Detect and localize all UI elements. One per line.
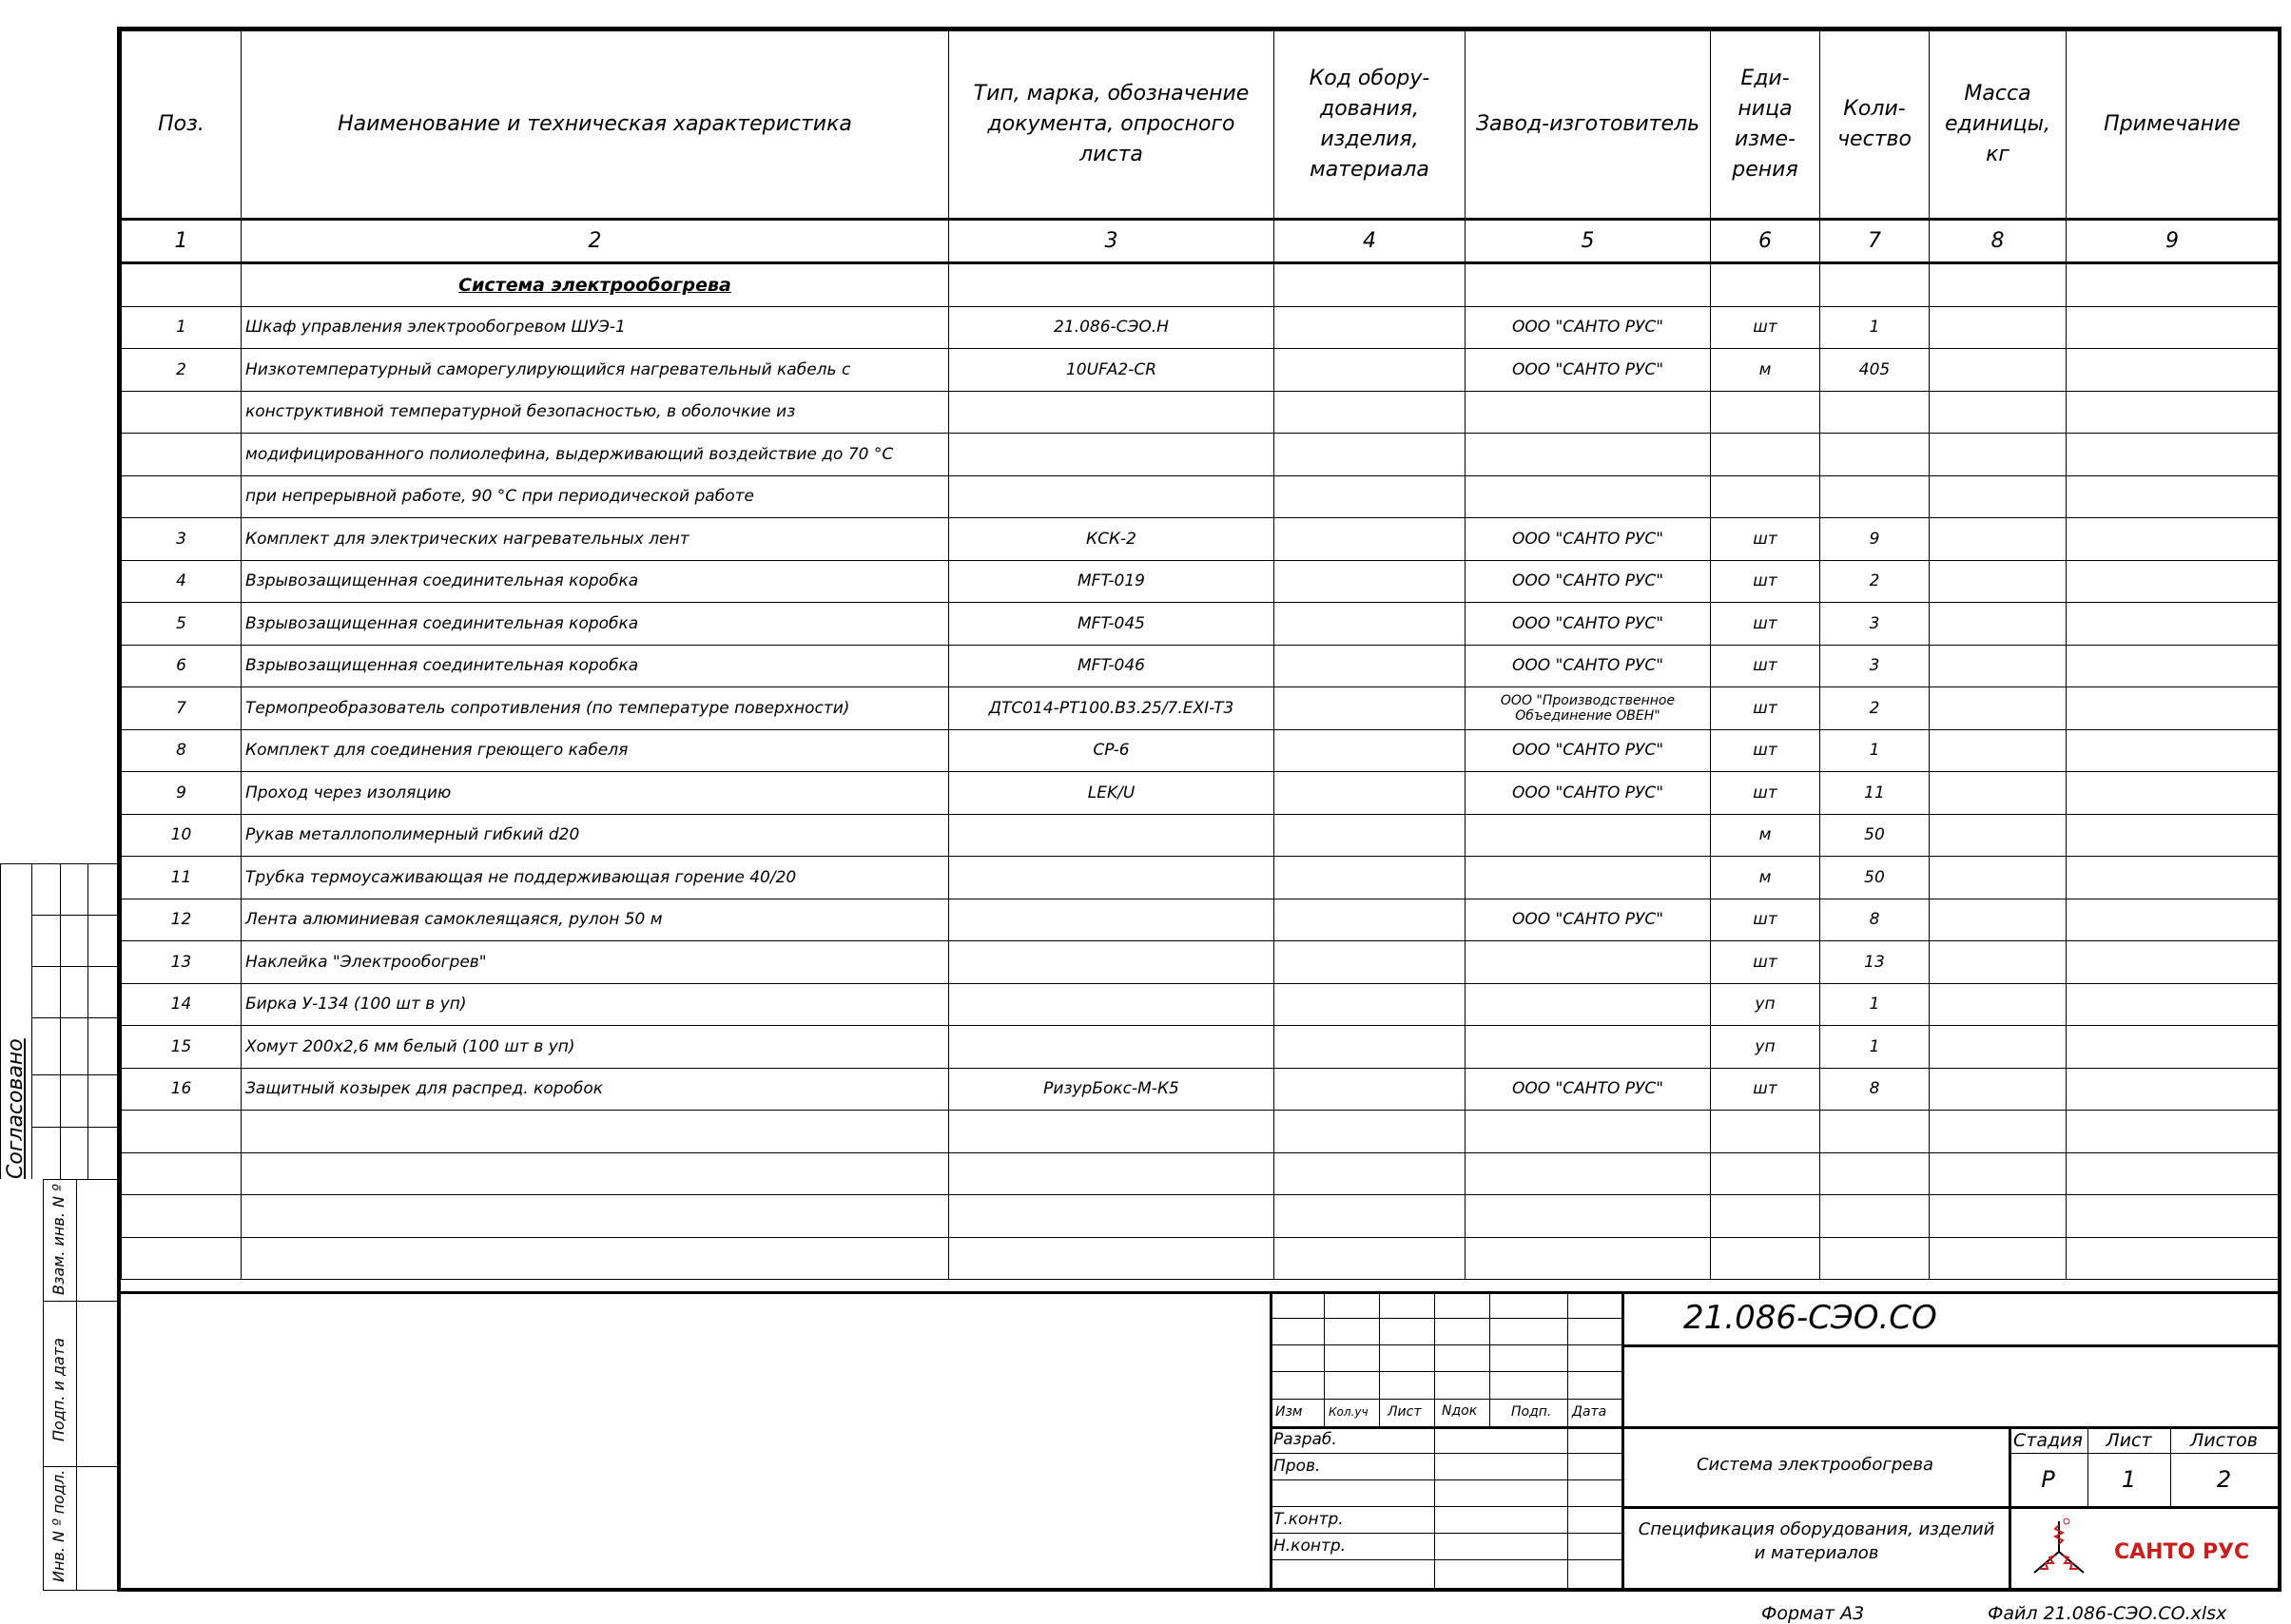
row-name: Комплект для электрических нагревательных лент — [242, 518, 949, 561]
row-maker — [1466, 983, 1711, 1026]
list-value: 1 — [2121, 1466, 2137, 1493]
row-pos — [122, 434, 242, 476]
table-row — [122, 1026, 2279, 1069]
row-pos: 10 — [122, 814, 242, 857]
col-number: 7 — [1820, 220, 1930, 263]
table-row — [122, 391, 2279, 434]
table-row — [122, 814, 2279, 857]
row-qty: 1 — [1820, 983, 1930, 1026]
row-maker — [1466, 1195, 1711, 1238]
row-name: при непрерывной работе, 90 °С при периодической работе — [242, 475, 949, 518]
table-row — [122, 560, 2279, 603]
row-code — [1274, 1152, 1466, 1195]
row-mass — [1930, 603, 2067, 646]
row-maker — [1466, 941, 1711, 984]
row-code — [1274, 899, 1466, 941]
table-row — [122, 603, 2279, 646]
table-row — [122, 857, 2279, 899]
row-qty — [1820, 434, 1930, 476]
row-type — [949, 899, 1274, 941]
row-unit: уп — [1711, 983, 1820, 1026]
row-unit: шт — [1711, 1068, 1820, 1111]
table-row — [122, 899, 2279, 941]
row-note — [2067, 306, 2279, 349]
row-unit: уп — [1711, 1026, 1820, 1069]
row-qty: 13 — [1820, 941, 1930, 984]
row-mass — [1930, 1111, 2067, 1153]
row-mass — [1930, 1152, 2067, 1195]
row-pos — [122, 475, 242, 518]
row-maker — [1466, 1237, 1711, 1280]
table-row — [122, 941, 2279, 984]
col-number: 3 — [949, 220, 1274, 263]
table-row — [122, 475, 2279, 518]
row-name: модифицированного полиолефина, выдерживающий воздействие до 70 °С — [242, 434, 949, 476]
row-type — [949, 983, 1274, 1026]
row-code — [1274, 475, 1466, 518]
role-razrab: Разраб. — [1273, 1430, 1337, 1449]
vzam-inv-label: Взам. инв. N º — [49, 1184, 68, 1295]
row-qty: 50 — [1820, 814, 1930, 857]
row-unit: шт — [1711, 518, 1820, 561]
row-note — [2067, 899, 2279, 941]
row-unit — [1711, 475, 1820, 518]
row-mass — [1930, 772, 2067, 815]
row-type: MFT-045 — [949, 603, 1274, 646]
podp-data-label: Подп. и дата — [49, 1338, 68, 1441]
row-unit — [1711, 1152, 1820, 1195]
row-note — [2067, 1026, 2279, 1069]
row-qty — [1820, 1195, 1930, 1238]
row-note — [2067, 518, 2279, 561]
row-type: MFT-046 — [949, 645, 1274, 687]
row-type: 10UFA2-CR — [949, 349, 1274, 392]
row-name: Лента алюминиевая самоклеящаяся, рулон 50 м — [242, 899, 949, 941]
row-name: Рукав металлополимерный гибкий d20 — [242, 814, 949, 857]
row-maker: ООО "САНТО РУС" — [1466, 603, 1711, 646]
row-name: Комплект для соединения греющего кабеля — [242, 729, 949, 772]
row-qty — [1820, 1152, 1930, 1195]
row-type — [949, 857, 1274, 899]
row-maker: ООО "САНТО РУС" — [1466, 729, 1711, 772]
row-name — [242, 1237, 949, 1280]
row-code — [1274, 814, 1466, 857]
row-pos: 11 — [122, 857, 242, 899]
row-note — [2067, 434, 2279, 476]
header-type: Тип, марка, обозначение документа, опросного листа — [949, 31, 1274, 220]
row-pos: 14 — [122, 983, 242, 1026]
row-code — [1274, 391, 1466, 434]
col-number: 9 — [2067, 220, 2279, 263]
row-note — [2067, 603, 2279, 646]
row-pos: 4 — [122, 560, 242, 603]
row-name: Защитный козырек для распред. коробок — [242, 1068, 949, 1111]
col-number: 4 — [1274, 220, 1466, 263]
row-type: 21.086-СЭО.Н — [949, 306, 1274, 349]
file-label: Файл 21.086-СЭО.СО.xlsx — [1988, 1603, 2227, 1624]
row-unit — [1711, 391, 1820, 434]
row-type — [949, 434, 1274, 476]
row-qty — [1820, 1237, 1930, 1280]
header-name: Наименование и техническая характеристика — [242, 31, 949, 220]
row-name: Трубка термоусаживающая не поддерживающая горение 40/20 — [242, 857, 949, 899]
row-type — [949, 814, 1274, 857]
row-maker — [1466, 814, 1711, 857]
row-note — [2067, 687, 2279, 730]
table-row — [122, 1195, 2279, 1238]
table-row — [122, 687, 2279, 730]
row-maker: ООО "Производственное Объединение ОВЕН" — [1466, 687, 1711, 730]
row-maker — [1466, 434, 1711, 476]
table-body — [122, 306, 2279, 1280]
row-unit: шт — [1711, 560, 1820, 603]
row-maker — [1466, 857, 1711, 899]
row-name: Низкотемпературный саморегулирующийся нагревательный кабель с — [242, 349, 949, 392]
row-mass — [1930, 645, 2067, 687]
row-note — [2067, 560, 2279, 603]
row-type — [949, 1026, 1274, 1069]
row-code — [1274, 434, 1466, 476]
row-name: Взрывозащищенная соединительная коробка — [242, 645, 949, 687]
row-qty: 8 — [1820, 899, 1930, 941]
table-row — [122, 729, 2279, 772]
col-ndok: Nдок — [1442, 1403, 1478, 1419]
row-qty: 1 — [1820, 1026, 1930, 1069]
row-type: ДТС014-PT100.B3.25/7.EXI-T3 — [949, 687, 1274, 730]
row-mass — [1930, 391, 2067, 434]
row-code — [1274, 983, 1466, 1026]
row-type — [949, 1237, 1274, 1280]
listov-value: 2 — [2216, 1466, 2232, 1493]
row-code — [1274, 772, 1466, 815]
table-row — [122, 518, 2279, 561]
row-mass — [1930, 1237, 2067, 1280]
spec-title: Спецификация оборудования, изделий и материалов — [1638, 1519, 1995, 1564]
row-qty — [1820, 391, 1930, 434]
row-unit: м — [1711, 349, 1820, 392]
soglasovano-label: Согласовано — [4, 1038, 28, 1179]
row-type — [949, 391, 1274, 434]
list-label: Лист — [2106, 1430, 2152, 1451]
document-code: 21.086-СЭО.СО — [1683, 1299, 1937, 1337]
row-code — [1274, 603, 1466, 646]
row-qty: 9 — [1820, 518, 1930, 561]
row-note — [2067, 941, 2279, 984]
header-note: Примечание — [2067, 31, 2279, 220]
row-name — [242, 1195, 949, 1238]
row-pos: 1 — [122, 306, 242, 349]
row-code — [1274, 1195, 1466, 1238]
row-mass — [1930, 1068, 2067, 1111]
stadia-value: Р — [2041, 1466, 2055, 1493]
role-tkontr: Т.контр. — [1273, 1510, 1344, 1529]
row-code — [1274, 941, 1466, 984]
row-maker: ООО "САНТО РУС" — [1466, 772, 1711, 815]
row-pos: 15 — [122, 1026, 242, 1069]
row-note — [2067, 857, 2279, 899]
row-qty: 11 — [1820, 772, 1930, 815]
row-unit — [1711, 434, 1820, 476]
row-note — [2067, 814, 2279, 857]
row-type: CP-6 — [949, 729, 1274, 772]
row-type: MFT-019 — [949, 560, 1274, 603]
system-name: Система электрообогрева — [1696, 1455, 1934, 1475]
table-row — [122, 349, 2279, 392]
col-number: 1 — [122, 220, 242, 263]
row-pos: 13 — [122, 941, 242, 984]
company-logo — [2021, 1514, 2270, 1582]
row-pos — [122, 1195, 242, 1238]
row-code — [1274, 1111, 1466, 1153]
row-type — [949, 1111, 1274, 1153]
row-qty: 405 — [1820, 349, 1930, 392]
table-row — [122, 434, 2279, 476]
row-code — [1274, 518, 1466, 561]
table-row — [122, 1152, 2279, 1195]
row-qty: 50 — [1820, 857, 1930, 899]
table-row — [122, 983, 2279, 1026]
header-unit: Еди-ница изме-рения — [1711, 31, 1820, 220]
col-number: 5 — [1466, 220, 1711, 263]
row-name: Проход через изоляцию — [242, 772, 949, 815]
row-name: Наклейка "Электрообогрев" — [242, 941, 949, 984]
row-pos: 5 — [122, 603, 242, 646]
row-name: Шкаф управления электрообогревом ШУЭ-1 — [242, 306, 949, 349]
row-unit — [1711, 1237, 1820, 1280]
row-note — [2067, 475, 2279, 518]
row-pos — [122, 1152, 242, 1195]
role-prov: Пров. — [1273, 1457, 1321, 1476]
col-data: Дата — [1572, 1404, 1607, 1420]
row-unit: м — [1711, 814, 1820, 857]
row-mass — [1930, 729, 2067, 772]
row-unit: шт — [1711, 772, 1820, 815]
row-code — [1274, 857, 1466, 899]
row-note — [2067, 1152, 2279, 1195]
row-type: КСК-2 — [949, 518, 1274, 561]
table-row — [122, 1111, 2279, 1153]
row-note — [2067, 1068, 2279, 1111]
row-name: Взрывозащищенная соединительная коробка — [242, 560, 949, 603]
row-type — [949, 1195, 1274, 1238]
row-maker: ООО "САНТО РУС" — [1466, 560, 1711, 603]
header-mass: Масса единицы, кг — [1930, 31, 2067, 220]
row-note — [2067, 1195, 2279, 1238]
section-title: Система электрообогрева — [458, 274, 731, 296]
row-code — [1274, 1026, 1466, 1069]
column-number-row — [122, 220, 2279, 263]
col-number: 6 — [1711, 220, 1820, 263]
row-pos: 8 — [122, 729, 242, 772]
row-pos: 3 — [122, 518, 242, 561]
row-mass — [1930, 814, 2067, 857]
inv-podl-label: Инв. N º подл. — [49, 1469, 68, 1582]
row-name: Хомут 200х2,6 мм белый (100 шт в уп) — [242, 1026, 949, 1069]
row-mass — [1930, 1195, 2067, 1238]
section-row — [122, 263, 2279, 307]
row-name: Взрывозащищенная соединительная коробка — [242, 603, 949, 646]
row-note — [2067, 729, 2279, 772]
row-code — [1274, 560, 1466, 603]
row-qty: 3 — [1820, 603, 1930, 646]
row-pos: 7 — [122, 687, 242, 730]
table-row — [122, 1068, 2279, 1111]
row-mass — [1930, 560, 2067, 603]
row-pos: 16 — [122, 1068, 242, 1111]
header-pos: Поз. — [122, 31, 242, 220]
row-qty: 8 — [1820, 1068, 1930, 1111]
row-maker: ООО "САНТО РУС" — [1466, 645, 1711, 687]
row-maker — [1466, 1026, 1711, 1069]
role-nkontr: Н.контр. — [1273, 1537, 1347, 1556]
row-unit: шт — [1711, 687, 1820, 730]
row-type: РизурБокс-М-К5 — [949, 1068, 1274, 1111]
col-podp: Подп. — [1511, 1404, 1552, 1420]
row-unit: шт — [1711, 306, 1820, 349]
row-unit: шт — [1711, 941, 1820, 984]
row-pos — [122, 1111, 242, 1153]
row-code — [1274, 1237, 1466, 1280]
row-code — [1274, 1068, 1466, 1111]
row-type — [949, 941, 1274, 984]
row-maker — [1466, 475, 1711, 518]
row-maker: ООО "САНТО РУС" — [1466, 306, 1711, 349]
stadia-label: Стадия — [2013, 1430, 2083, 1451]
header-maker: Завод-изготовитель — [1466, 31, 1711, 220]
row-mass — [1930, 475, 2067, 518]
row-note — [2067, 349, 2279, 392]
row-unit — [1711, 1195, 1820, 1238]
row-mass — [1930, 349, 2067, 392]
table-row — [122, 772, 2279, 815]
header-qty: Коли-чество — [1820, 31, 1930, 220]
row-unit: шт — [1711, 729, 1820, 772]
row-maker: ООО "САНТО РУС" — [1466, 518, 1711, 561]
row-type: LEK/U — [949, 772, 1274, 815]
listov-label: Листов — [2190, 1430, 2258, 1451]
col-list: Лист — [1388, 1404, 1422, 1420]
col-izm: Изм — [1275, 1404, 1303, 1420]
row-maker: ООО "САНТО РУС" — [1466, 349, 1711, 392]
table-row — [122, 645, 2279, 687]
logo-text: САНТО РУС — [2114, 1540, 2250, 1564]
col-number: 2 — [242, 220, 949, 263]
row-note — [2067, 772, 2279, 815]
row-unit — [1711, 1111, 1820, 1153]
row-maker: ООО "САНТО РУС" — [1466, 1068, 1711, 1111]
table-row — [122, 306, 2279, 349]
col-number: 8 — [1930, 220, 2067, 263]
row-mass — [1930, 306, 2067, 349]
row-type — [949, 475, 1274, 518]
specification-table — [121, 30, 2279, 1280]
row-maker: ООО "САНТО РУС" — [1466, 899, 1711, 941]
row-name: Бирка У-134 (100 шт в уп) — [242, 983, 949, 1026]
row-mass — [1930, 1026, 2067, 1069]
row-note — [2067, 391, 2279, 434]
row-maker — [1466, 391, 1711, 434]
title-block — [1270, 1291, 2278, 1588]
row-pos — [122, 391, 242, 434]
row-qty — [1820, 1111, 1930, 1153]
row-name — [242, 1111, 949, 1153]
row-unit: м — [1711, 857, 1820, 899]
row-pos — [122, 1237, 242, 1280]
row-code — [1274, 729, 1466, 772]
row-mass — [1930, 941, 2067, 984]
row-mass — [1930, 518, 2067, 561]
row-code — [1274, 306, 1466, 349]
row-name — [242, 1152, 949, 1195]
row-maker — [1466, 1111, 1711, 1153]
row-name: Термопреобразователь сопротивления (по температуре поверхности) — [242, 687, 949, 730]
header-code: Код обору-дования, изделия, материала — [1274, 31, 1466, 220]
row-qty: 3 — [1820, 645, 1930, 687]
row-note — [2067, 1237, 2279, 1280]
row-unit: шт — [1711, 603, 1820, 646]
col-kol: Кол.уч — [1329, 1405, 1369, 1419]
row-mass — [1930, 899, 2067, 941]
row-qty: 2 — [1820, 687, 1930, 730]
row-qty: 1 — [1820, 729, 1930, 772]
row-note — [2067, 983, 2279, 1026]
row-qty: 2 — [1820, 560, 1930, 603]
format-label: Формат А3 — [1761, 1603, 1865, 1624]
row-maker — [1466, 1152, 1711, 1195]
row-name: конструктивной температурной безопасностью, в оболочкие из — [242, 391, 949, 434]
row-mass — [1930, 983, 2067, 1026]
row-pos: 6 — [122, 645, 242, 687]
row-pos: 9 — [122, 772, 242, 815]
logo-emblem-icon — [2021, 1514, 2097, 1582]
row-code — [1274, 687, 1466, 730]
row-note — [2067, 1111, 2279, 1153]
row-mass — [1930, 857, 2067, 899]
row-pos: 2 — [122, 349, 242, 392]
row-mass — [1930, 687, 2067, 730]
row-code — [1274, 349, 1466, 392]
table-row — [122, 1237, 2279, 1280]
row-pos: 12 — [122, 899, 242, 941]
row-unit: шт — [1711, 645, 1820, 687]
row-unit: шт — [1711, 899, 1820, 941]
row-code — [1274, 645, 1466, 687]
row-qty — [1820, 475, 1930, 518]
row-note — [2067, 645, 2279, 687]
header-row — [122, 31, 2279, 220]
row-type — [949, 1152, 1274, 1195]
row-mass — [1930, 434, 2067, 476]
row-qty: 1 — [1820, 306, 1930, 349]
